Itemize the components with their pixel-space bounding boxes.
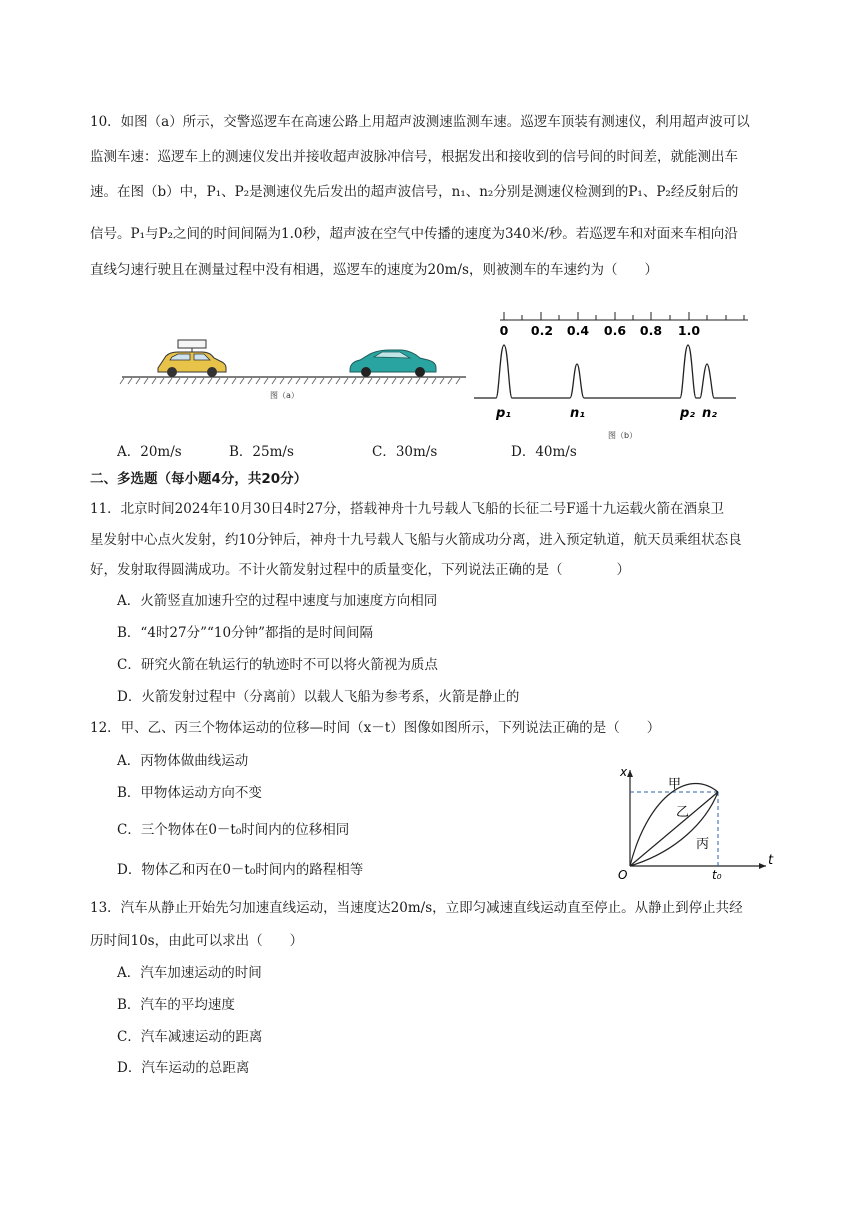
q11-option-a[interactable]: A．火箭竖直加速升空的过程中速度与加速度方向相同 xyxy=(117,593,438,609)
figure-a-road-cars xyxy=(118,330,470,410)
q13-option-c[interactable]: C．汽车减速运动的距离 xyxy=(117,1029,263,1045)
label-bing: 丙 xyxy=(696,837,710,852)
q11-option-d[interactable]: D．火箭发射过程中（分离前）以载人飞船为参考系，火箭是静止的 xyxy=(117,689,520,705)
label-n1: n₁ xyxy=(570,406,585,421)
tick-label-0-8: 0.8 xyxy=(639,323,663,338)
tick-label-0-2: 0.2 xyxy=(530,323,554,338)
label-jia: 甲 xyxy=(668,777,682,792)
tick-label-1-0: 1.0 xyxy=(677,323,701,338)
q13-option-a[interactable]: A．汽车加速运动的时间 xyxy=(117,965,262,981)
label-yi: 乙 xyxy=(676,805,690,820)
q12-option-b[interactable]: B．甲物体运动方向不变 xyxy=(117,785,262,801)
label-p1: p₁ xyxy=(496,406,511,421)
q12-option-c[interactable]: C．三个物体在0－t₀时间内的位移相同 xyxy=(117,822,350,838)
curve-jia xyxy=(630,783,718,866)
figure-a-caption: 图（a） xyxy=(270,391,299,400)
patrol-car-icon xyxy=(158,340,226,377)
q10-option-b[interactable]: B．25m/s xyxy=(229,444,294,460)
q10-option-a[interactable]: A．20m/s xyxy=(117,444,182,460)
q13-text-line-1: 13．汽车从静止开始先匀加速直线运动，当速度达20m/s，立即匀减速直线运动直至停止。从静止到停止共经 xyxy=(90,900,743,916)
t-axis-label: t xyxy=(768,853,774,868)
q13-option-d[interactable]: D．汽车运动的总距离 xyxy=(117,1060,250,1076)
label-n2: n₂ xyxy=(702,406,717,421)
figure-b-pulse-timeline xyxy=(470,300,760,445)
q12-text-line-1: 12．甲、乙、丙三个物体运动的位移—时间（x－t）图像如图所示，下列说法正确的是（ ） xyxy=(90,720,661,736)
q11-option-c[interactable]: C．研究火箭在轨运行的轨迹时不可以将火箭视为质点 xyxy=(117,657,438,673)
x-axis-arrow-icon xyxy=(627,770,633,777)
q10-text-line-2: 监测车速：巡逻车上的测速仪发出并接收超声波脉冲信号，根据发出和接收到的信号间的时间差，就能测出车 xyxy=(90,149,738,165)
q11-option-b[interactable]: B．“4时27分”“10分钟”都指的是时间间隔 xyxy=(117,625,373,641)
x-axis-label: x xyxy=(620,765,628,779)
q11-text-line-1: 11．北京时间2024年10月30日4时27分，搭载神舟十九号载人飞船的长征二号F遥十九运载火箭在酒泉卫 xyxy=(90,501,725,517)
q11-text-line-3: 好，发射取得圆满成功。不计火箭发射过程中的质量变化，下列说法正确的是（ ） xyxy=(90,562,630,578)
label-p2: p₂ xyxy=(680,406,695,421)
q10-text-line-1: 10．如图（a）所示，交警巡逻车在高速公路上用超声波测速监测车速。巡逻车顶装有测速仪，利用超声波可以 xyxy=(90,114,750,130)
q10-option-d[interactable]: D．40m/s xyxy=(511,444,577,460)
t0-label: t₀ xyxy=(712,868,722,882)
q12-option-a[interactable]: A．丙物体做曲线运动 xyxy=(117,753,249,769)
t-axis-arrow-icon xyxy=(759,863,766,869)
time-scale xyxy=(500,312,748,320)
figure-b-caption: 图（b） xyxy=(608,431,638,440)
oncoming-car-icon xyxy=(350,350,436,377)
q10-text-line-4: 信号。P₁与P₂之间的时间间隔为1.0秒，超声波在空气中传播的速度为340米/秒。若巡逻车和对面来车相向沿 xyxy=(90,226,738,242)
tick-label-0: 0 xyxy=(499,323,509,338)
q10-option-c[interactable]: C．30m/s xyxy=(372,444,438,460)
tick-label-0-4: 0.4 xyxy=(566,323,590,338)
q10-text-line-5: 直线匀速行驶且在测量过程中没有相遇，巡逻车的速度为20m/s，则被测车的车速约为（ ） xyxy=(90,262,658,278)
q10-text-line-3: 速。在图（b）中，P₁、P₂是测速仪先后发出的超声波信号，n₁、n₂分别是测速仪检测到的P₁、P₂经反射后的 xyxy=(90,184,739,200)
section-header-multiple-choice: 二、多选题（每小题4分，共20分） xyxy=(90,471,308,487)
q13-option-b[interactable]: B．汽车的平均速度 xyxy=(117,997,235,1013)
q12-position-time-graph xyxy=(616,762,776,882)
q13-text-line-2: 历时间10s，由此可以求出（ ） xyxy=(90,933,304,949)
q11-text-line-2: 星发射中心点火发射，约10分钟后，神舟十九号载人飞船与火箭成功分离，进入预定轨道，航天员乘组状态良 xyxy=(90,532,742,548)
origin-label: O xyxy=(618,868,628,882)
q12-option-d[interactable]: D．物体乙和丙在0－t₀时间内的路程相等 xyxy=(117,862,364,878)
tick-label-0-6: 0.6 xyxy=(603,323,627,338)
pulse-waveform xyxy=(474,345,736,398)
